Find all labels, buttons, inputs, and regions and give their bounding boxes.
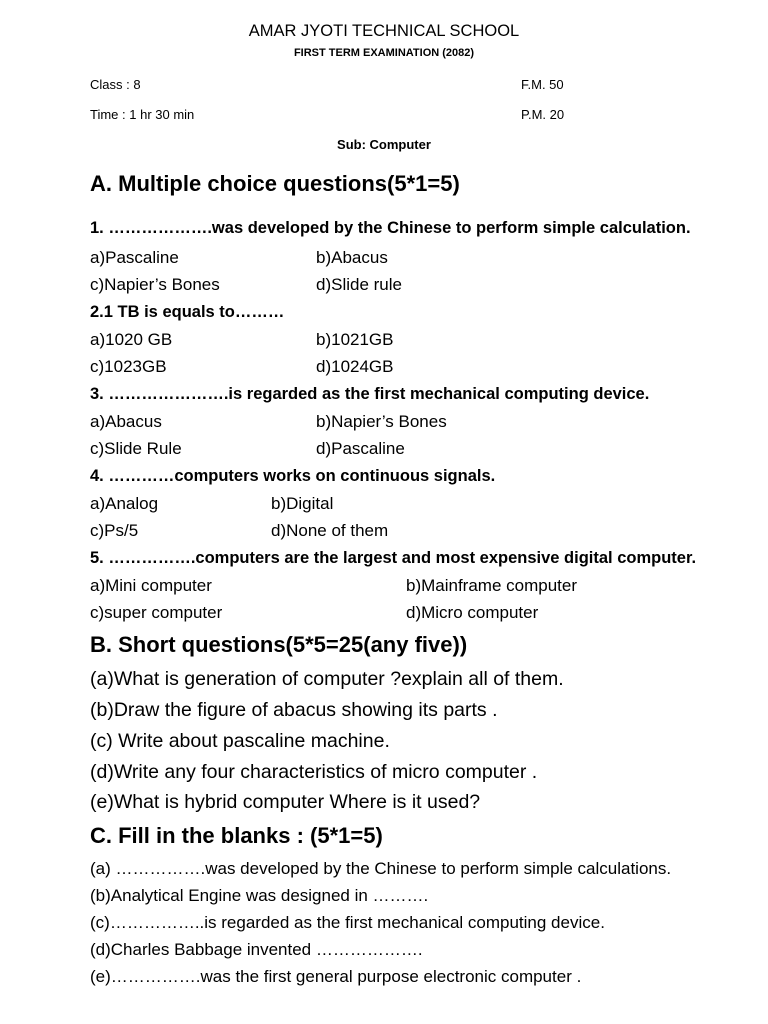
fill-blank-question: (d)Charles Babbage invented ………………. (90, 940, 423, 959)
mcq-option: d)Micro computer (406, 603, 539, 622)
mcq-option: b)Digital (271, 494, 334, 513)
section-a-title: A. Multiple choice questions(5*1=5) (90, 171, 460, 196)
fill-blank-question: (e)…………….was the first general purpose electronic computer . (90, 967, 582, 986)
class-label: Class : 8 (90, 77, 141, 92)
short-question: (b)Draw the figure of abacus showing its parts . (90, 699, 498, 721)
mcq-option: a)Mini computer (90, 576, 212, 595)
fill-blank-question: (a) …………….was developed by the Chinese to perform simple calculations. (90, 859, 672, 878)
mcq-option: d)Pascaline (316, 439, 405, 458)
mcq-option: d)Slide rule (316, 275, 402, 294)
full-marks: F.M. 50 (521, 77, 564, 92)
mcq-option: b)1021GB (316, 330, 394, 349)
mcq-option: d)1024GB (316, 357, 394, 376)
mcq-question-5: 5. …………….computers are the largest and most expensive digital computer. (90, 549, 697, 567)
section-b-title: B. Short questions(5*5=25(any five)) (90, 632, 468, 657)
fill-blank-question: (b)Analytical Engine was designed in ………. (90, 886, 429, 905)
mcq-option: c)1023GB (90, 357, 167, 376)
short-question: (c) Write about pascaline machine. (90, 730, 390, 752)
fill-blank-question: (c)……………..is regarded as the first mechanical computing device. (90, 913, 605, 932)
pass-marks: P.M. 20 (521, 107, 565, 122)
mcq-option: a)Abacus (90, 412, 162, 431)
mcq-option: c)Napier’s Bones (90, 275, 220, 294)
mcq-option: a)Pascaline (90, 248, 179, 267)
short-question: (e)What is hybrid computer Where is it used? (90, 791, 481, 813)
exam-title: FIRST TERM EXAMINATION (2082) (293, 47, 475, 59)
mcq-question-1: 1. ……………….was developed by the Chinese to perform simple calculation. (90, 219, 691, 237)
mcq-question-2: 2.1 TB is equals to……… (90, 303, 285, 321)
section-c-title: C. Fill in the blanks : (5*1=5) (90, 823, 383, 848)
short-question: (a)What is generation of computer ?explain all of them. (90, 668, 564, 690)
mcq-option: d)None of them (271, 521, 389, 540)
school-name: AMAR JYOTI TECHNICAL SCHOOL (248, 22, 520, 40)
mcq-question-4: 4. …………computers works on continuous signals. (90, 467, 496, 485)
short-question: (d)Write any four characteristics of micro computer . (90, 761, 538, 783)
mcq-question-3: 3. ………………….is regarded as the first mechanical computing device. (90, 385, 650, 403)
mcq-option: b)Napier’s Bones (316, 412, 447, 431)
subject-label: Sub: Computer (337, 137, 431, 152)
mcq-option: a)1020 GB (90, 330, 173, 349)
mcq-option: b)Mainframe computer (406, 576, 578, 595)
mcq-option: c)Slide Rule (90, 439, 182, 458)
mcq-option: b)Abacus (316, 248, 388, 267)
time-label: Time : 1 hr 30 min (90, 107, 195, 122)
mcq-option: c)super computer (90, 603, 223, 622)
mcq-option: c)Ps/5 (90, 521, 139, 540)
mcq-option: a)Analog (90, 494, 159, 513)
